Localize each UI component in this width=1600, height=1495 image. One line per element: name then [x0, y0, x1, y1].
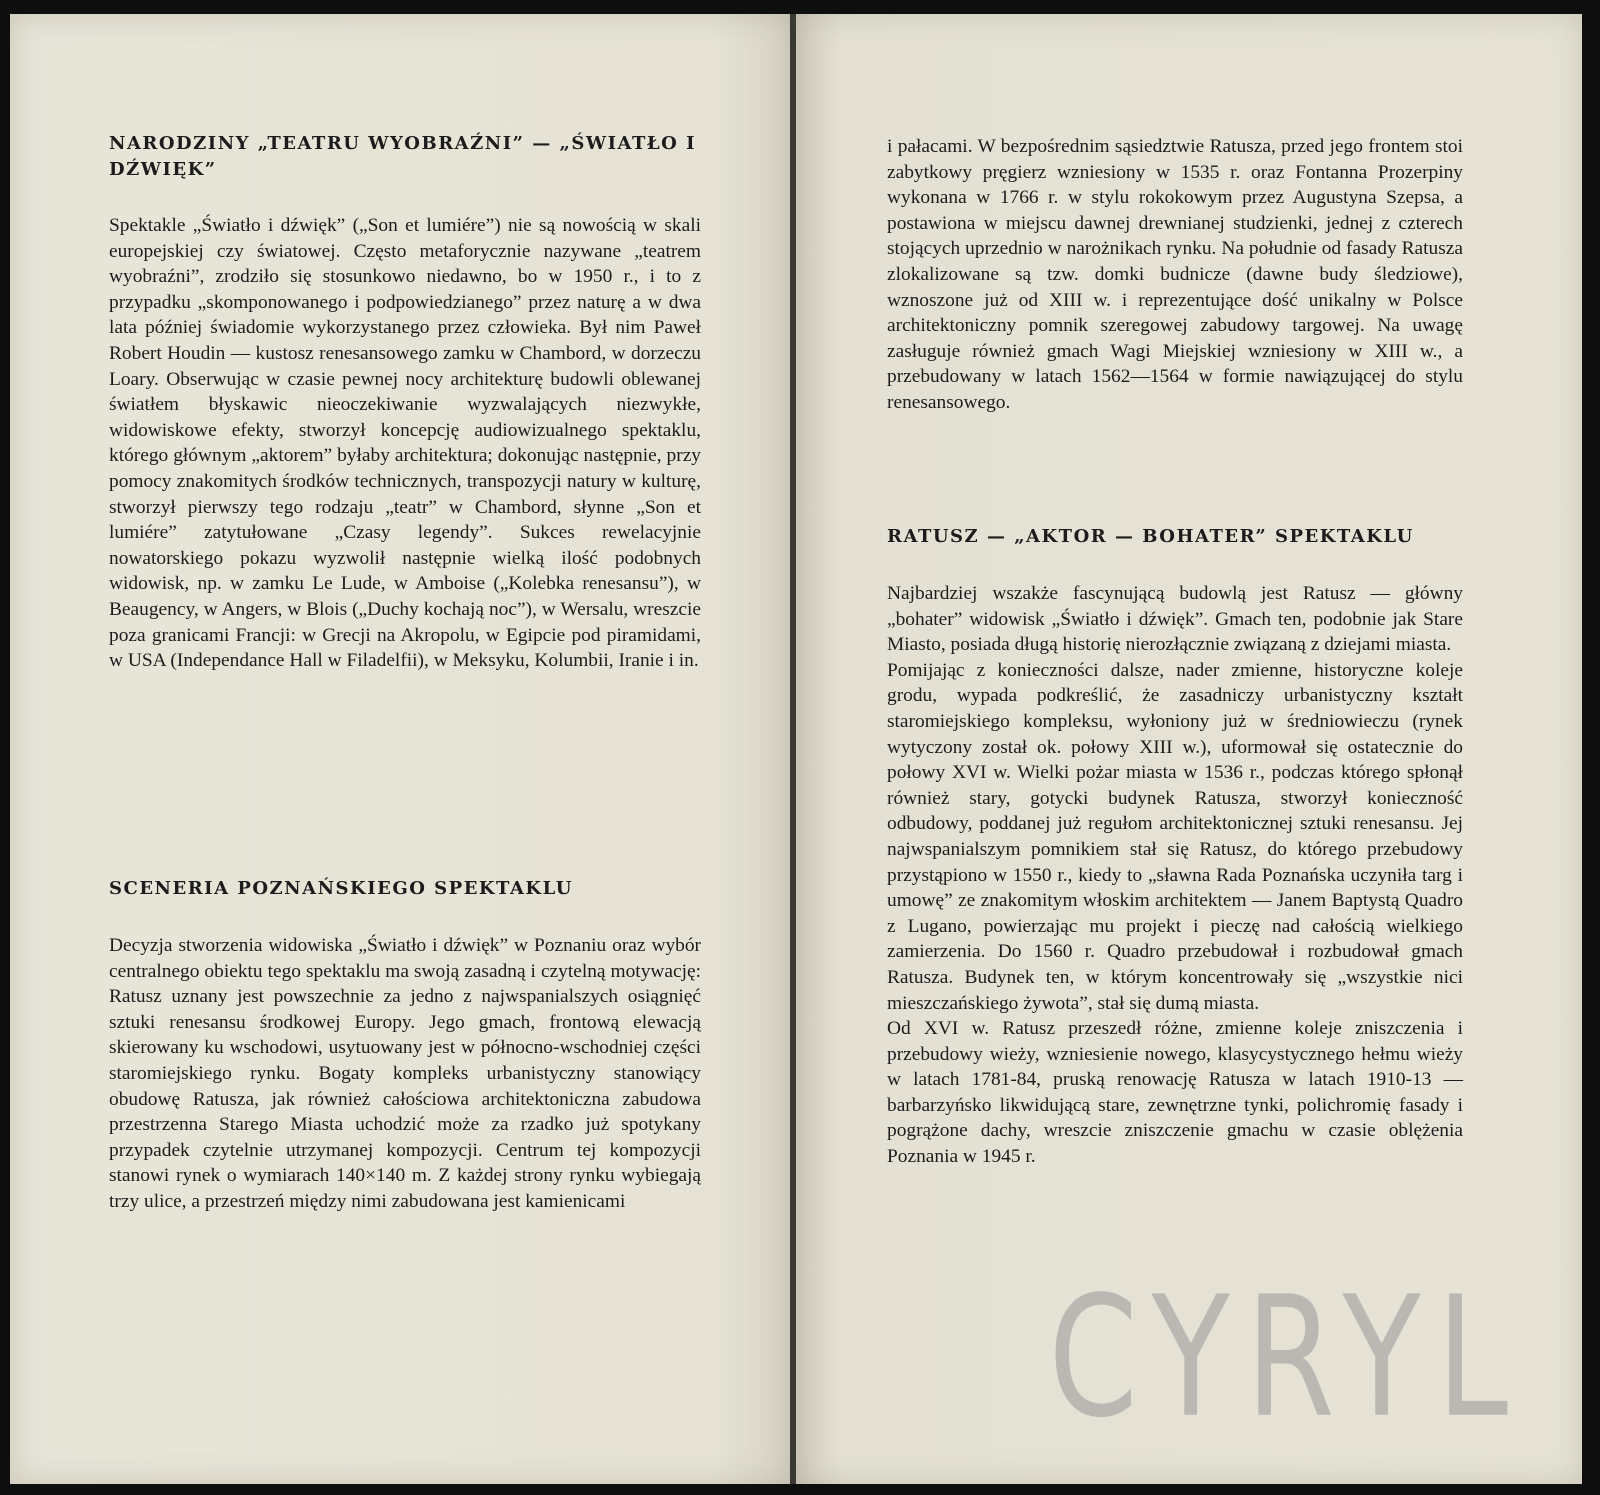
heading-narodziny: NARODZINY „TEATRU WYOBRAŹNI” — „ŚWIATŁO I DŹWIĘK”	[109, 133, 697, 180]
paragraph-spektakle: Spektakle „Światło i dźwięk” („Son et lumiére”) nie są nowością w skali europejskiej czy światowej. Często metaforycznie nazywane „teatrem wyobraźni”, zrodziło się stosunkowo niedawno, bo w 1950 r., i to z przypadku „skomponowanego i podpowiedzianego” przez naturę a w dwa lata później świadomie wykorzystanego przez człowieka. Był nim Paweł Robert Houdin — kustosz renesansowego zamku w Chambord, w dorzeczu Loary. Obserwując w czasie pewnej nocy architekturę budowli oblewanej światłem błyskawic nieoczekiwanie wyzwalających niezwykłe, widowiskowe efekty, stworzył koncepcję audiowizualnego spektaklu, którego głównym „aktorem” byłaby architektura; dokonując następnie, przy pomocy znakomitych środków technicznych, transpozycji natury w kulturę, stworzył pierwszy tego rodzaju „teatr” w Chambord, słynne „Son et lumiére” zatytułowane „Czasy legendy”. Sukces rewelacyjnie nowatorskiego pokazu wyzwolił następnie wielką ilość podobnych widowisk, np. w zamku Le Lude, w Amboise („Kolebka renesansu”), w Beaugency, w Angers, w Blois („Duchy kochają noc”), w Wersalu, wreszcie poza granicami Francji: w Grecji na Akropolu, w Egipcie pod piramidami, w USA (Independance Hall w Filadelfii), w Meksyku, Kolumbii, Iranie i in.	[109, 215, 701, 672]
cyryl-watermark: CYRYL	[1048, 1261, 1524, 1455]
paragraph-palacami: i pałacami. W bezpośrednim sąsiedztwie Ratusza, przed jego frontem stoi zabytkowy pręgierz wzniesiony w 1535 r. oraz Fontanna Prozerpiny wykonana w 1766 r. w stylu rokokowym przez Augustyna Szepsa, a postawiona w miejscu dawnej drewnianej studzienki, jednej z czterech stojących uprzednio w narożnikach rynku. Na południe od fasady Ratusza zlokalizowane są tzw. domki budnicze (dawne budy śledziowe), wznoszone już od XIII w. i reprezentujące dość unikalny w Polsce architektoniczny pomnik szeregowej zabudowy targowej. Na uwagę zasługuje również gmach Wagi Miejskiej wzniesiony w XIII w., a przebudowany w latach 1562—1564 w formie nawiązującej do stylu renesansowego.	[887, 136, 1463, 413]
heading-ratusz: RATUSZ — „AKTOR — BOHATER” SPEKTAKLU	[887, 526, 1414, 547]
paragraph-najbardziej: Najbardziej wszakże fascynującą budowlą jest Ratusz — główny „bohater” widowisk „Światło i dźwięk”. Gmach ten, podobnie jak Stare Miasto, posiada długą historię nierozłącznie związaną z dziejami miasta. Pomijając z konieczności dalsze, nader zmienne, historyczne koleje grodu, wypada podkreślić, że zasadniczy urbanistyczny kształt staromiejskiego kompleksu, wyłoniony już w średniowieczu (rynek wytyczony został ok. połowy XIII w.), uformował się ostatecznie do połowy XVI w. Wielki pożar miasta w 1536 r., podczas którego spłonął również stary, gotycki budynek Ratusza, stworzył konieczność odbudowy, poddanej już regułom architektonicznej sztuki renesansu. Jej najwspanialszym pomnikiem stał się Ratusz, do którego przebudowy przystąpiono w 1550 r., kiedy to „sławna Rada Poznańska uczyniła targ i umowę” ze znakomitym włoskim architektem — Janem Baptystą Quadro z Lugano, powierzając mu projekt i pieczę nad całością wielkiego zamierzenia. Do 1560 r. Quadro przebudował i rozbudował gmach Ratusza. Budynek ten, w którym koncentrowały się „wszystkie nici mieszczańskiego żywota”, stał się dumą miasta. Od XVI w. Ratusz przeszedł różne, zmienne koleje zniszczenia i przebudowy wieży, wzniesienie nowego, klasycystycznego hełmu wieży w latach 1781-84, pruską renowację Ratusza w latach 1910-13 — barbarzyńsko likwidującą stare, zewnętrzne tynki, polichromię fasady i pogrążone dachy, wreszcie zniszczenie gmachu w czasie oblężenia Poznania w 1945 r.	[887, 583, 1463, 1168]
right-page	[796, 14, 1582, 1484]
heading-sceneria: SCENERIA POZNAŃSKIEGO SPEKTAKLU	[109, 878, 573, 899]
left-page	[10, 14, 792, 1484]
book-spread	[10, 14, 1582, 1484]
paragraph-decyzja: Decyzja stworzenia widowiska „Światło i dźwięk” w Poznaniu oraz wybór centralnego obiektu tego spektaklu ma swoją zasadną i czytelną motywację: Ratusz uznany jest powszechnie za jedno z najwspanialszych osiągnięć sztuki renesansu środkowej Europy. Jego gmach, frontową elewacją skierowany ku wschodowi, usytuowany jest w północno-wschodniej części staromiejskiego rynku. Bogaty kompleks urbanistyczny stanowiący obudowę Ratusza, jak również całościowa architektoniczna zabudowa przestrzenna Starego Miasta uchodzić może za rzadko już spotykany przypadek czytelnie utrzymanej kompozycji. Centrum tej kompozycji stanowi rynek o wymiarach 140×140 m. Z każdej strony rynku wybiegają trzy ulice, a przestrzeń między nimi zabudowana jest kamienicami	[109, 935, 701, 1212]
